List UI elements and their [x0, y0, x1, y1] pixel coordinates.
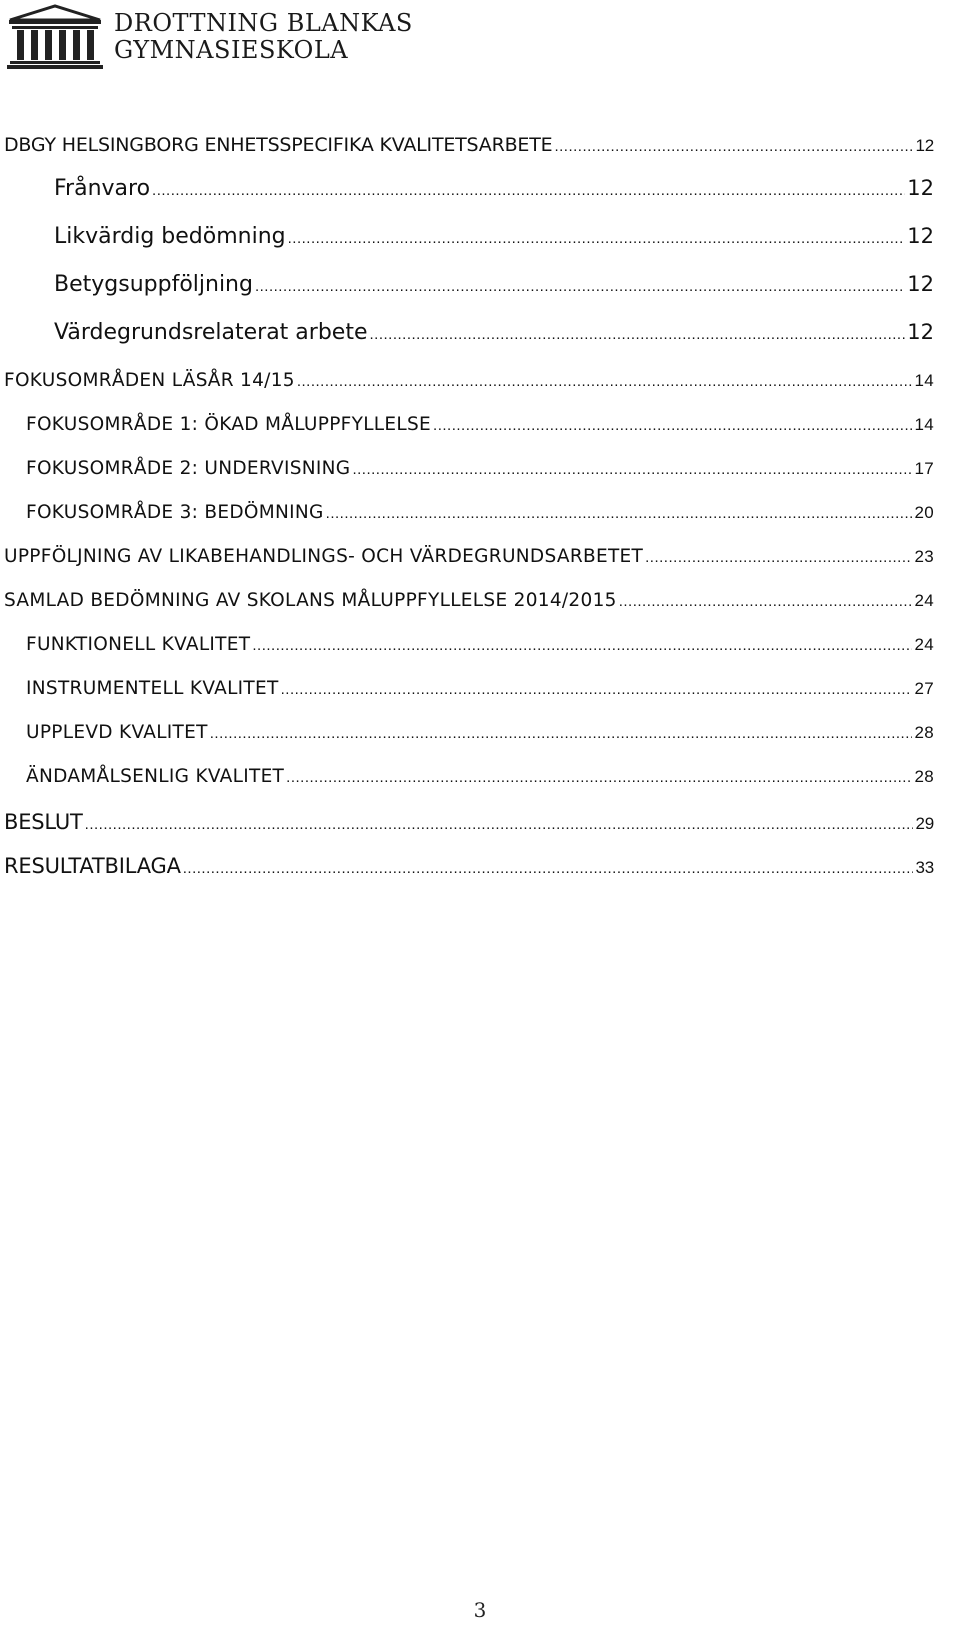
- toc-entry[interactable]: [4, 134, 934, 156]
- toc-entry-label: ÄNDAMÅLSENLIG KVALITET: [26, 766, 285, 787]
- toc-entry[interactable]: [4, 370, 934, 391]
- toc-entry-page: 14: [914, 415, 934, 434]
- toc-leader: [619, 593, 913, 610]
- toc-entry[interactable]: [4, 272, 934, 297]
- toc-entry-label: Frånvaro: [54, 176, 151, 201]
- school-header: [6, 4, 413, 70]
- toc-entry-label: Värdegrundsrelaterat arbete: [54, 320, 368, 345]
- toc-entry-page: 12: [907, 320, 934, 344]
- toc-leader: [281, 681, 913, 698]
- toc-entry[interactable]: [4, 634, 934, 655]
- toc-entry[interactable]: [4, 546, 934, 567]
- toc-entry-page: 23: [914, 547, 934, 566]
- toc-entry-label: FOKUSOMRÅDEN LÄSÅR 14/15: [4, 370, 295, 391]
- toc-entry-label: DBGY HELSINGBORG ENHETSSPECIFIKA KVALITETSARBETE: [4, 134, 553, 156]
- toc-leader: [433, 417, 912, 434]
- toc-leader: [370, 326, 906, 343]
- toc-entry[interactable]: [4, 722, 934, 743]
- toc-leader: [255, 278, 905, 295]
- toc-entry[interactable]: [4, 590, 934, 611]
- toc-leader: [554, 138, 913, 155]
- toc-entry-page: 12: [907, 224, 934, 248]
- toc-entry[interactable]: [4, 678, 934, 699]
- school-name-line2: GYMNASIESKOLA: [114, 36, 349, 64]
- toc-entry-label: FOKUSOMRÅDE 1: ÖKAD MÅLUPPFYLLELSE: [26, 414, 432, 435]
- toc-entry-label: UPPFÖLJNING AV LIKABEHANDLINGS- OCH VÄRDEGRUNDSARBETET: [4, 546, 644, 567]
- toc-entry-page: 33: [915, 858, 934, 877]
- toc-entry-page: 12: [907, 272, 934, 296]
- toc-entry[interactable]: [4, 766, 934, 787]
- toc-entry-label: FOKUSOMRÅDE 3: BEDÖMNING: [26, 502, 324, 523]
- toc-entry-page: 27: [914, 679, 934, 698]
- toc-entry[interactable]: [4, 854, 934, 878]
- toc-entry-page: 24: [914, 635, 934, 654]
- toc-entry-page: 14: [914, 371, 934, 390]
- toc-leader: [152, 182, 905, 199]
- toc-entry-page: 29: [915, 814, 934, 833]
- toc-entry-label: Likvärdig bedömning: [54, 224, 286, 249]
- toc-entry[interactable]: [4, 176, 934, 201]
- toc-leader: [297, 373, 913, 390]
- page-number: 3: [473, 1598, 487, 1622]
- toc-entry-label: BESLUT: [4, 810, 83, 834]
- toc-entry-label: INSTRUMENTELL KVALITET: [26, 678, 279, 699]
- toc-entry-page: 12: [915, 136, 934, 155]
- toc-leader: [252, 637, 912, 654]
- temple-logo-icon: [6, 4, 104, 70]
- toc-entry-label: FOKUSOMRÅDE 2: UNDERVISNING: [26, 458, 351, 479]
- toc-leader: [352, 461, 912, 478]
- toc-entry[interactable]: [4, 502, 934, 523]
- toc-entry-label: FUNKTIONELL KVALITET: [26, 634, 251, 655]
- toc-leader: [210, 725, 913, 742]
- toc-entry-label: RESULTATBILAGA: [4, 854, 181, 878]
- toc-entry-page: 28: [914, 723, 934, 742]
- toc-entry-page: 17: [914, 459, 934, 478]
- toc-leader: [326, 505, 913, 522]
- toc-entry[interactable]: [4, 458, 934, 479]
- toc-entry-label: SAMLAD BEDÖMNING AV SKOLANS MÅLUPPFYLLELSE 2014/2015: [4, 590, 617, 611]
- toc-entry-page: 24: [914, 591, 934, 610]
- toc-entry[interactable]: [4, 224, 934, 249]
- toc-entry[interactable]: [4, 414, 934, 435]
- toc-entry-page: 12: [907, 176, 934, 200]
- toc-entry[interactable]: [4, 810, 934, 834]
- toc-entry[interactable]: [4, 320, 934, 345]
- toc-leader: [85, 816, 914, 833]
- toc-leader: [183, 860, 914, 877]
- toc-leader: [645, 549, 912, 566]
- toc-leader: [286, 769, 912, 786]
- toc-entry-label: UPPLEVD KVALITET: [26, 722, 208, 743]
- toc-entry-page: 28: [914, 767, 934, 786]
- toc-entry-page: 20: [914, 503, 934, 522]
- school-name: [114, 10, 413, 64]
- toc-leader: [288, 230, 906, 247]
- school-name-line1: DROTTNING BLANKAS: [114, 9, 413, 37]
- toc-entry-label: Betygsuppföljning: [54, 272, 253, 297]
